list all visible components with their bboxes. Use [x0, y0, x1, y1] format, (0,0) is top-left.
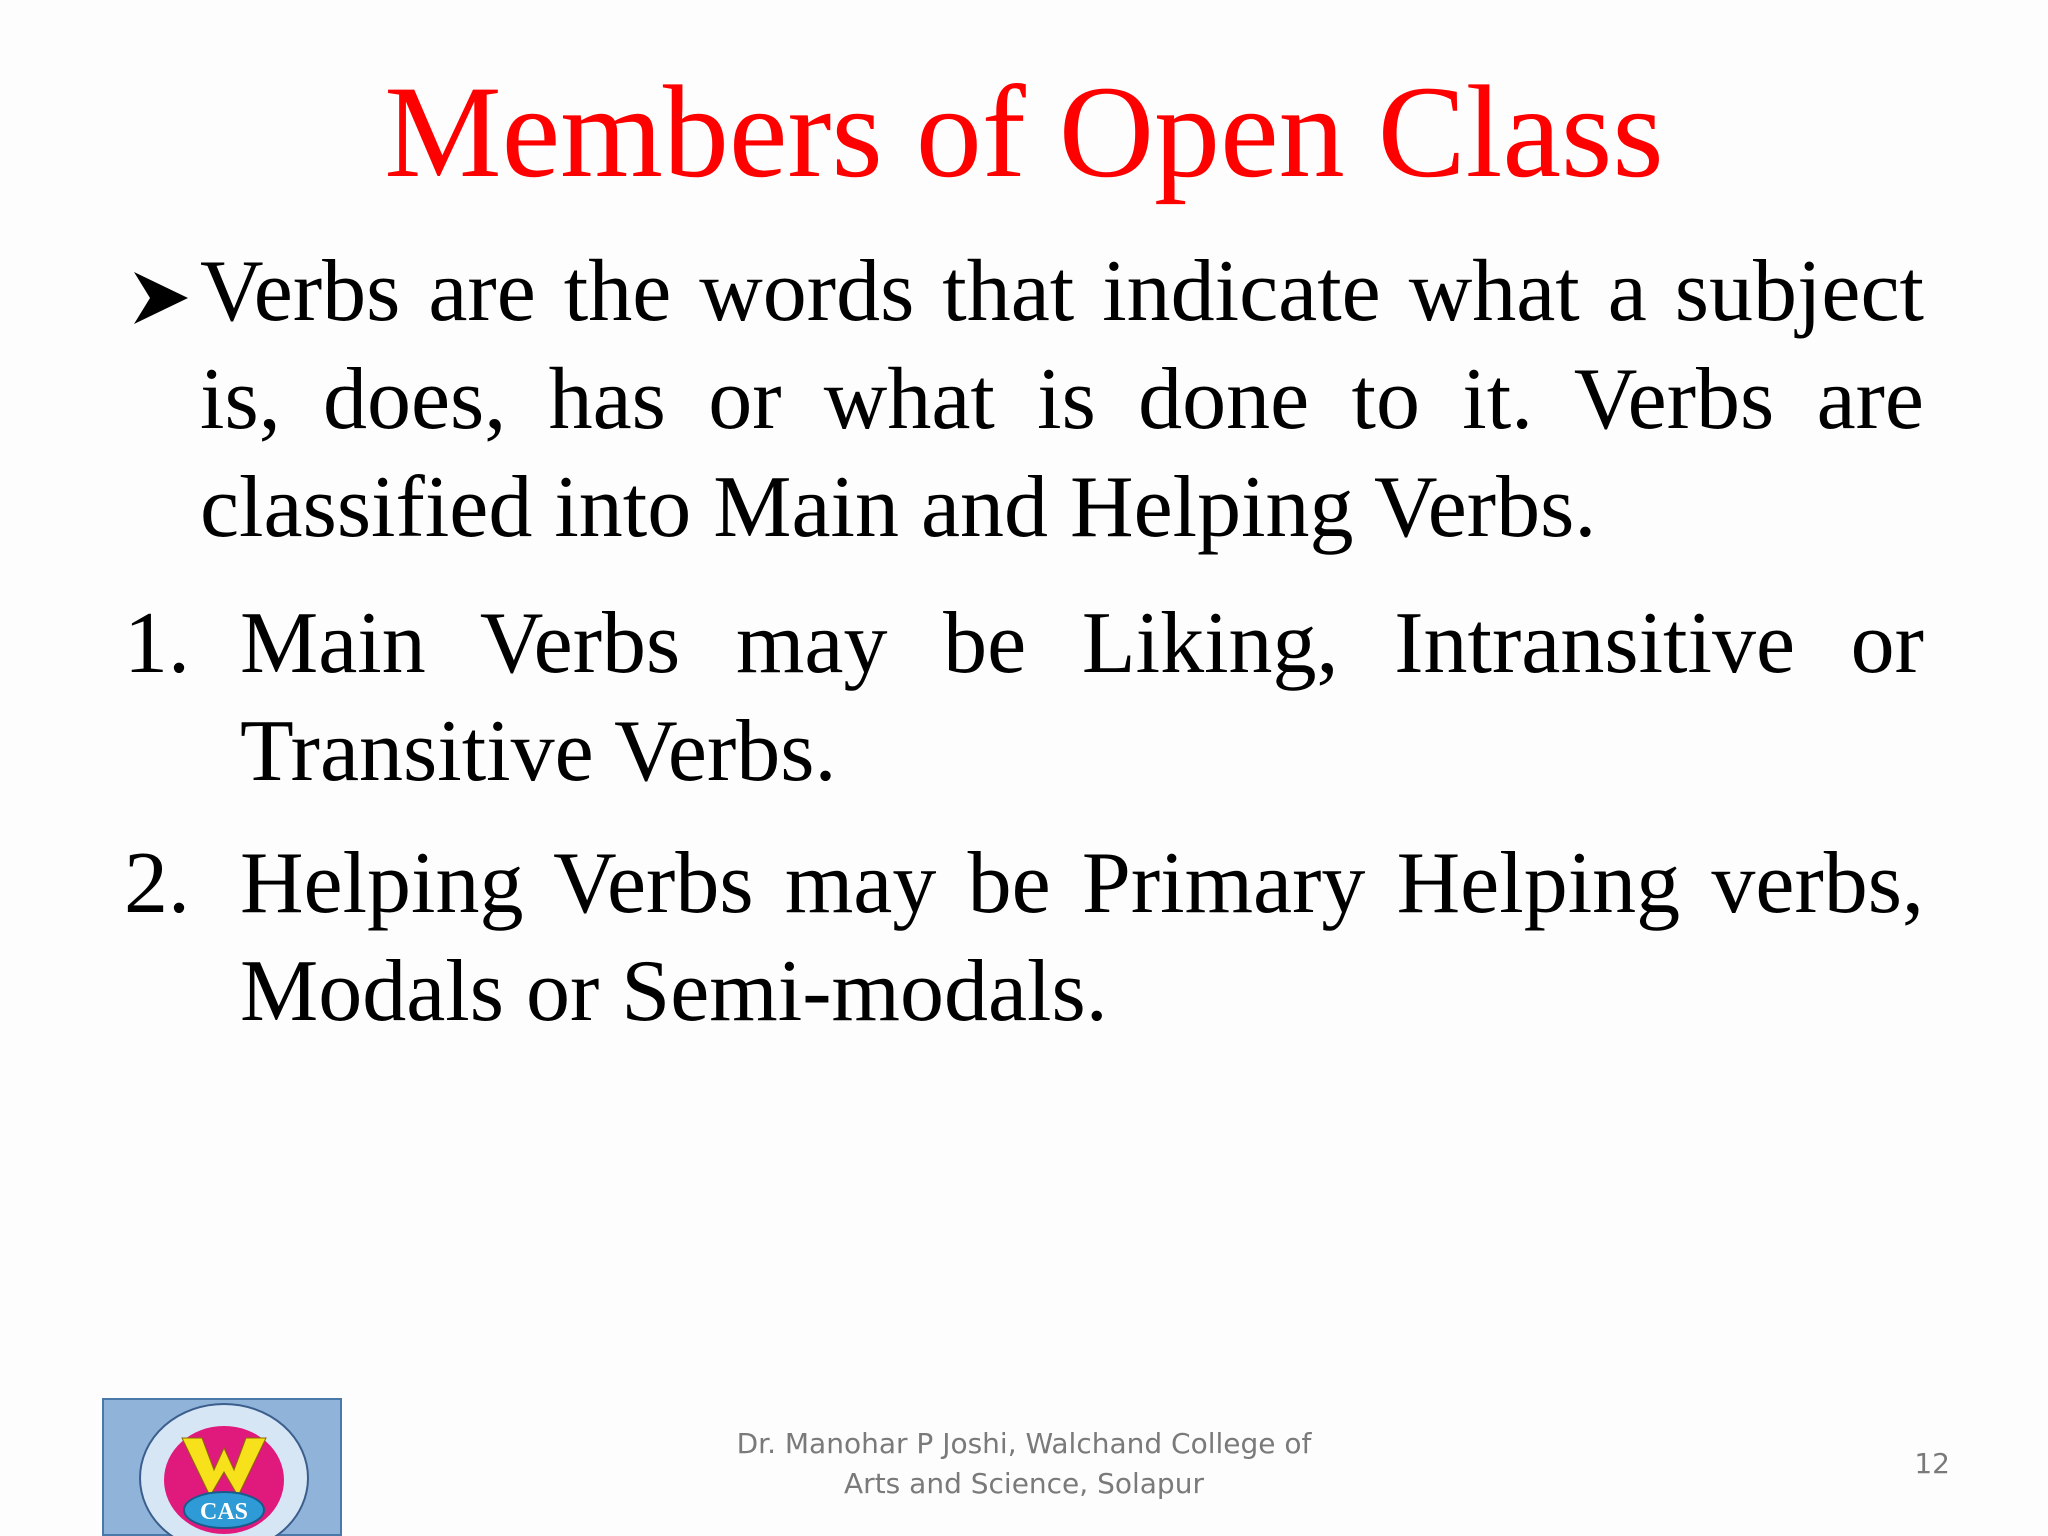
item-text: Main Verbs may be Liking, Intransitive or Transitive Verbs.: [240, 595, 1924, 800]
page-number: 12: [1914, 1447, 1950, 1480]
college-logo: [102, 1398, 342, 1536]
numbered-item-1: [124, 590, 1924, 806]
footer-author: [640, 1424, 1408, 1504]
item-number: 2.: [124, 835, 190, 932]
item-number: 1.: [124, 595, 190, 692]
slide-title: Members of Open Class: [384, 58, 1664, 205]
footer-author-line2: Arts and Science, Solapur: [844, 1467, 1204, 1500]
numbered-item-2: [124, 830, 1924, 1046]
arrow-bullet-icon: [128, 238, 200, 346]
bullet-text: Verbs are the words that indicate what a subject is, does, has or what is done to it. Verbs are classified into Main and Helping Verbs.: [200, 243, 1924, 556]
footer-author-line1: Dr. Manohar P Joshi, Walchand College of: [736, 1427, 1312, 1460]
bullet-item: [128, 238, 1924, 562]
item-text: Helping Verbs may be Primary Helping verbs, Modals or Semi-modals.: [240, 835, 1924, 1040]
svg-text:CAS: CAS: [199, 1499, 249, 1525]
